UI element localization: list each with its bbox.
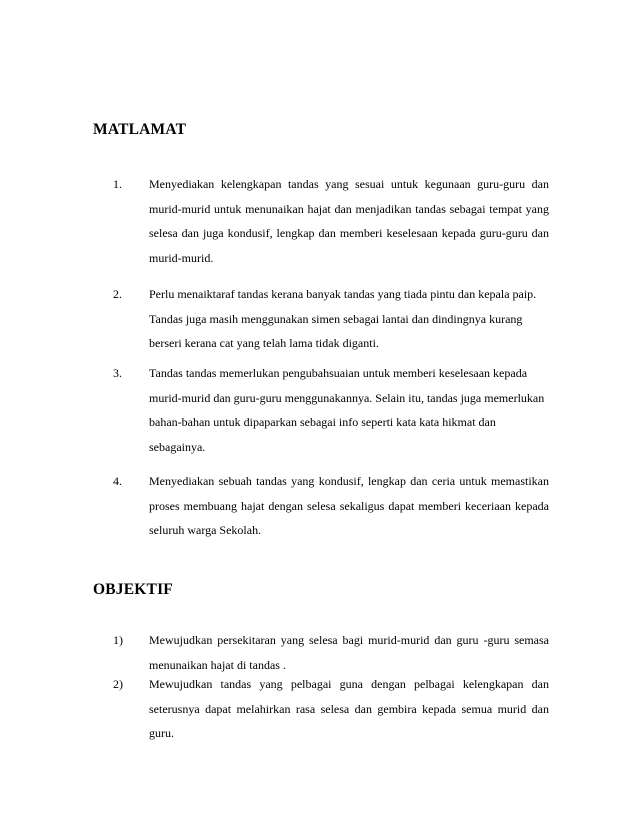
item-number: 3. [113, 366, 122, 380]
item-text: Tandas tandas memerlukan pengubahsuaian untuk memberi keselesaan kepada murid-murid dan guru-guru menggunakannya. Selain itu, tandas juga memerlukan bahan-bahan untuk dipaparkan sebagai info seperti kata kata hikmat dan sebagainya. [149, 366, 545, 454]
item-text: Perlu menaiktaraf tandas kerana banyak tandas yang tiada pintu dan kepala paip. Tandas juga masih menggunakan simen sebagai lantai dan dindingnya kurang berseri kerana cat yang telah lama tidak diganti. [149, 287, 537, 350]
item-number: 2. [113, 287, 122, 301]
item-text: Mewujudkan persekitaran yang selesa bagi murid-murid dan guru -guru semasa menunaikan hajat di tandas . [149, 633, 549, 672]
item-number: 1) [113, 633, 123, 647]
item-number: 1. [113, 177, 122, 191]
matlamat-heading: MATLAMAT [93, 121, 187, 138]
item-number: 4. [113, 474, 122, 488]
item-text: Menyediakan kelengkapan tandas yang sesuai untuk kegunaan guru-guru dan murid-murid untuk menunaikan hajat dan menjadikan tandas sebagai tempat yang selesa dan juga kondusif, lengkap dan memberi keselesaan kepada guru-guru dan murid-murid. [149, 177, 549, 265]
item-text: Menyediakan sebuah tandas yang kondusif, lengkap dan ceria untuk memastikan proses membuang hajat dengan selesa sekaligus dapat memberi keceriaan kepada seluruh warga Sekolah. [149, 474, 549, 537]
item-text: Mewujudkan tandas yang pelbagai guna dengan pelbagai kelengkapan dan seterusnya dapat melahirkan rasa selesa dan gembira kepada semua murid dan guru. [149, 677, 549, 740]
objektif-heading: OBJEKTIF [93, 581, 173, 598]
item-number: 2) [113, 677, 123, 691]
